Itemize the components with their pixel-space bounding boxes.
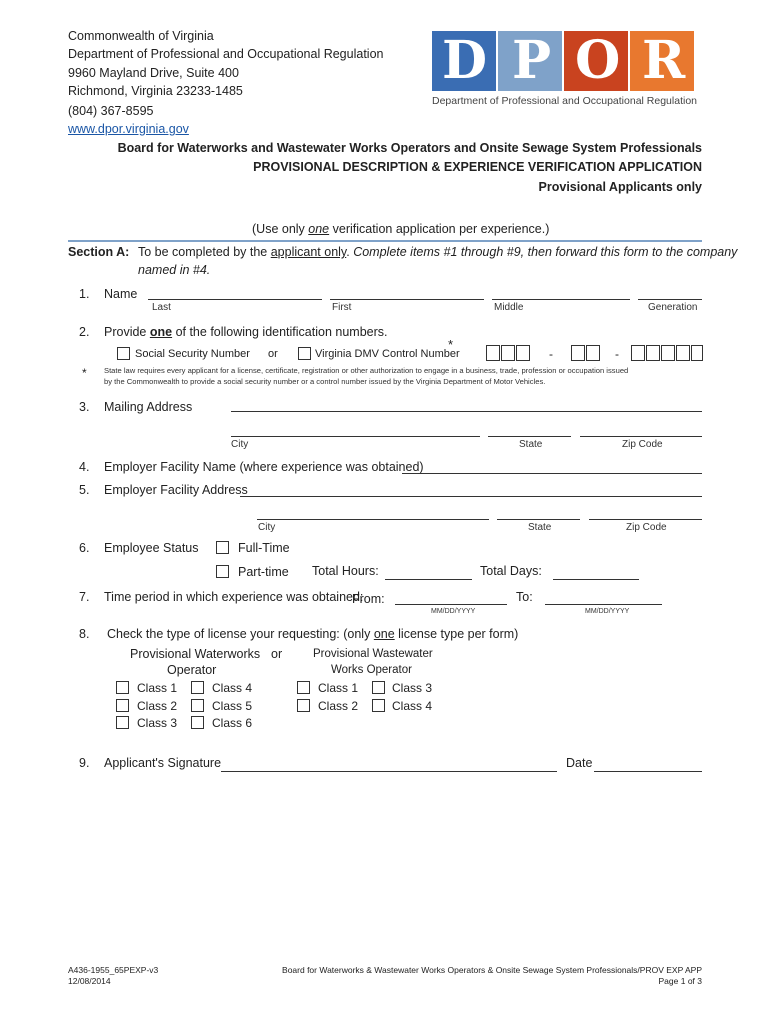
item-number: 9.	[79, 756, 90, 770]
digit-box[interactable]	[571, 345, 585, 361]
class-label: Class 1	[137, 681, 178, 695]
id-instructions: Provide one of the following identification numbers.	[104, 325, 388, 339]
class-label: Class 6	[212, 716, 253, 730]
employer-name-field[interactable]	[402, 473, 702, 474]
dmv-label: Virginia DMV Control Number	[315, 348, 460, 360]
city-caption: City	[258, 522, 276, 533]
total-days-field[interactable]	[553, 579, 639, 580]
class-label: Class 2	[137, 699, 178, 713]
section-a-instructions: To be completed by the applicant only. Complete items #1 through #9, then forward this form to the company	[138, 245, 738, 259]
total-hours-field[interactable]	[385, 579, 472, 580]
digit-box[interactable]	[516, 345, 530, 361]
last-caption: Last	[152, 302, 171, 313]
class-label: Class 3	[137, 716, 178, 730]
website-link[interactable]: www.dpor.virginia.gov	[68, 122, 189, 136]
date-format-caption: MM/DD/YYYY	[431, 608, 476, 615]
item-number: 2.	[79, 325, 90, 339]
state-caption: State	[528, 522, 552, 533]
employee-status-label: Employee Status	[104, 541, 199, 555]
date-field[interactable]	[594, 771, 702, 772]
digit-box[interactable]	[676, 345, 690, 361]
state-caption: State	[519, 439, 543, 450]
asterisk-icon: *	[448, 337, 454, 352]
date-label: Date	[566, 756, 593, 770]
logo-tagline: Department of Professional and Occupational Regulation	[432, 95, 697, 107]
digit-box[interactable]	[586, 345, 600, 361]
employer-state-field[interactable]	[497, 519, 580, 520]
form-title: PROVISIONAL DESCRIPTION & EXPERIENCE VERIFICATION APPLICATION	[253, 160, 702, 174]
waterworks-class-4-checkbox[interactable]	[191, 681, 204, 694]
time-period-label: Time period in which experience was obtained:	[104, 590, 364, 604]
parttime-checkbox[interactable]	[216, 565, 229, 578]
wastewater-class-4-checkbox[interactable]	[372, 699, 385, 712]
usage-note: (Use only one verification application per experience.)	[252, 222, 550, 236]
parttime-label: Part-time	[238, 565, 289, 579]
wastewater-heading-cont: Works Operator	[331, 664, 412, 676]
form-date: 12/08/2014	[68, 976, 111, 986]
date-format-caption: MM/DD/YYYY	[585, 608, 630, 615]
license-type-instructions: Check the type of license your requesting: (only one license type per form)	[107, 627, 519, 641]
item-number: 4.	[79, 460, 90, 474]
ssn-checkbox[interactable]	[117, 347, 130, 360]
from-date-field[interactable]	[395, 604, 507, 605]
section-a-instructions-cont: named in #4.	[138, 263, 211, 277]
address-line: Richmond, Virginia 23233-1485	[68, 84, 243, 98]
item-number: 5.	[79, 483, 90, 497]
section-divider	[68, 240, 702, 242]
signature-label: Applicant's Signature	[104, 756, 222, 770]
address-line: 9960 Mayland Drive, Suite 400	[68, 66, 239, 80]
first-caption: First	[332, 302, 352, 313]
mailing-address-label: Mailing Address	[104, 400, 193, 414]
item-number: 8.	[79, 627, 90, 641]
total-days-label: Total Days:	[480, 564, 542, 578]
dash: -	[549, 347, 553, 361]
zip-caption: Zip Code	[622, 439, 663, 450]
asterisk-icon: *	[82, 366, 87, 380]
page-number: Page 1 of 3	[658, 976, 702, 986]
digit-box[interactable]	[646, 345, 660, 361]
signature-field[interactable]	[221, 771, 557, 772]
wastewater-class-3-checkbox[interactable]	[372, 681, 385, 694]
class-label: Class 5	[212, 699, 253, 713]
employer-address-field[interactable]	[240, 496, 702, 497]
waterworks-heading-cont: Operator	[167, 663, 217, 677]
employer-name-label: Employer Facility Name (where experience was obtained)	[104, 460, 424, 474]
mailing-state-field[interactable]	[488, 436, 571, 437]
board-title: Board for Waterworks and Wastewater Works Operators and Onsite Sewage System Professionals	[117, 141, 702, 155]
name-label: Name	[104, 287, 138, 301]
middle-name-field[interactable]	[492, 299, 630, 300]
mailing-zip-field[interactable]	[580, 436, 702, 437]
generation-field[interactable]	[638, 299, 702, 300]
footnote: State law requires every applicant for a license, certificate, registration or other authorization to engage in a business, trade, profession or occupation issued	[104, 366, 629, 375]
last-name-field[interactable]	[148, 299, 322, 300]
employer-zip-field[interactable]	[589, 519, 702, 520]
address-line: Commonwealth of Virginia	[68, 29, 214, 43]
digit-box[interactable]	[501, 345, 515, 361]
class-label: Class 3	[392, 681, 433, 695]
item-number: 1.	[79, 287, 90, 301]
or-label: or	[271, 647, 283, 661]
dash: -	[615, 347, 619, 361]
digit-box[interactable]	[661, 345, 675, 361]
footer-board: Board for Waterworks & Wastewater Works Operators & Onsite Sewage System Professionals/PROV EXP APP	[282, 965, 702, 975]
class-label: Class 1	[318, 681, 359, 695]
to-label: To:	[516, 590, 533, 604]
mailing-address-field[interactable]	[231, 411, 702, 412]
employer-city-field[interactable]	[257, 519, 489, 520]
middle-caption: Middle	[494, 302, 524, 313]
digit-box[interactable]	[486, 345, 500, 361]
item-number: 3.	[79, 400, 90, 414]
employer-address-label: Employer Facility Address	[104, 483, 248, 497]
wastewater-class-2-checkbox[interactable]	[297, 699, 310, 712]
class-label: Class 4	[392, 699, 433, 713]
waterworks-class-1-checkbox[interactable]	[116, 681, 129, 694]
ssn-label: Social Security Number	[135, 348, 250, 360]
wastewater-heading: Provisional Wastewater	[313, 648, 433, 660]
fulltime-label: Full-Time	[238, 541, 290, 555]
waterworks-class-2-checkbox[interactable]	[116, 699, 129, 712]
address-line: Department of Professional and Occupational Regulation	[68, 47, 384, 61]
generation-caption: Generation	[648, 302, 698, 313]
waterworks-class-5-checkbox[interactable]	[191, 699, 204, 712]
item-number: 6.	[79, 541, 90, 555]
dmv-checkbox[interactable]	[298, 347, 311, 360]
to-date-field[interactable]	[545, 604, 662, 605]
form-subtitle: Provisional Applicants only	[538, 180, 702, 194]
total-hours-label: Total Hours:	[312, 564, 379, 578]
section-a-label: Section A:	[68, 245, 130, 259]
dpor-logo: D P O R Department of Professional and Occupational Regulation	[432, 30, 697, 107]
zip-caption: Zip Code	[626, 522, 667, 533]
class-label: Class 2	[318, 699, 359, 713]
waterworks-heading: Provisional Waterworks	[130, 647, 261, 661]
digit-box[interactable]	[691, 345, 703, 361]
class-label: Class 4	[212, 681, 253, 695]
from-label: From:	[352, 592, 385, 606]
city-caption: City	[231, 439, 249, 450]
item-number: 7.	[79, 590, 90, 604]
form-code: A436-1955_65PEXP-v3	[68, 965, 159, 975]
waterworks-class-3-checkbox[interactable]	[116, 716, 129, 729]
footnote: by the Commonwealth to provide a social security number or a control number issued by the Virginia Department of Motor Vehicles.	[104, 377, 546, 386]
wastewater-class-1-checkbox[interactable]	[297, 681, 310, 694]
digit-box[interactable]	[631, 345, 645, 361]
mailing-city-field[interactable]	[231, 436, 480, 437]
fulltime-checkbox[interactable]	[216, 541, 229, 554]
first-name-field[interactable]	[330, 299, 484, 300]
waterworks-class-6-checkbox[interactable]	[191, 716, 204, 729]
or-label: or	[268, 348, 278, 360]
phone: (804) 367-8595	[68, 104, 154, 118]
